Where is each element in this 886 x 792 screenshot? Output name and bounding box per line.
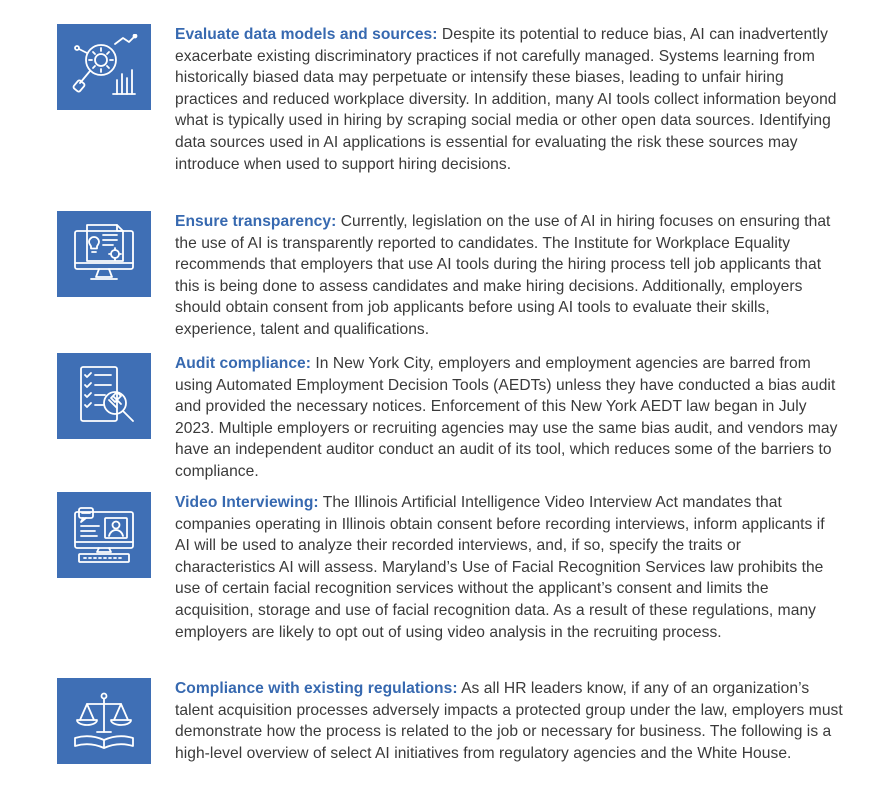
section-title: Video Interviewing:: [175, 494, 319, 511]
section-existing-regulations: [57, 678, 847, 778]
section-text: [175, 24, 843, 175]
icon-tile: [57, 211, 151, 297]
icon-tile: [57, 492, 151, 578]
section-audit-compliance: [57, 353, 847, 483]
section-title: Audit compliance:: [175, 355, 312, 372]
checklist-gavel-magnifier-icon: [69, 363, 139, 429]
section-transparency: [57, 211, 847, 341]
section-body: Despite its potential to reduce bias, AI can inadvertently exacerbate existing discriminatory practices if not carefully managed. Systems learning from historically biased data may perpetuate or intensify these biases, leading to unfair hiring practices and reduced workplace diversity. In addition, many AI tools collect information beyond what is typically used in hiring by scraping social media or other open data sources. Identifying data sources used in AI applications is essential for evaluating the risk these sources may introduce when used to support hiring decisions.: [175, 26, 837, 173]
section-title: Evaluate data models and sources:: [175, 26, 438, 43]
section-text: [175, 211, 843, 341]
gear-magnifier-chart-icon: [69, 34, 139, 100]
section-title: Ensure transparency:: [175, 213, 337, 230]
icon-tile: [57, 24, 151, 110]
scales-of-justice-book-icon: [69, 688, 139, 754]
section-body: The Illinois Artificial Intelligence Video Interview Act mandates that companies operating in Illinois obtain consent before recording interviews, inform applicants if AI will be used to analyze their recorded interviews, and, if so, specify the traits or characteristics AI will assess. Maryland’s Use of Facial Recognition Services law prohibits the use of certain facial recognition services without the applicant’s consent and limits the acquisition, storage and use of facial recognition data. As a result of these regulations, many employers are likely to opt out of using video analysis in the recruiting process.: [175, 494, 825, 641]
monitor-document-lightbulb-icon: [69, 221, 139, 287]
section-text: [175, 492, 843, 643]
icon-tile: [57, 353, 151, 439]
section-title: Compliance with existing regulations:: [175, 680, 458, 697]
section-text: [175, 353, 843, 483]
section-evaluate-data: [57, 24, 847, 194]
video-interview-monitor-icon: [69, 502, 139, 568]
icon-tile: [57, 678, 151, 764]
section-text: [175, 678, 843, 764]
section-body: In New York City, employers and employment agencies are barred from using Automated Employment Decision Tools (AEDTs) unless they have conducted a bias audit and provided the necessary notices. Enforcement of this New York AEDT law began in July 2023. Multiple employers or recruiting agencies may use the same bias audit, and vendors may have an independent auditor conduct an audit of its tool, which reduces some of the barriers to compliance.: [175, 355, 838, 480]
section-body: As all HR leaders know, if any of an organization’s talent acquisition processes adversely impacts a protected group under the law, employers must demonstrate how the process is related to the job or necessary for business. The following is a high-level overview of select AI initiatives from regulatory agencies and the White House.: [175, 680, 843, 762]
section-video-interviewing: [57, 492, 847, 662]
section-body: Currently, legislation on the use of AI in hiring focuses on ensuring that the use of AI is transparently reported to candidates. The Institute for Workplace Equality recommends that employers that use AI tools during the hiring process tell job applicants that this is being done to assess candidates and make hiring decisions. Additionally, employers should obtain consent from job applicants before using AI tools to evaluate their skills, experience, talent and qualifications.: [175, 213, 831, 338]
